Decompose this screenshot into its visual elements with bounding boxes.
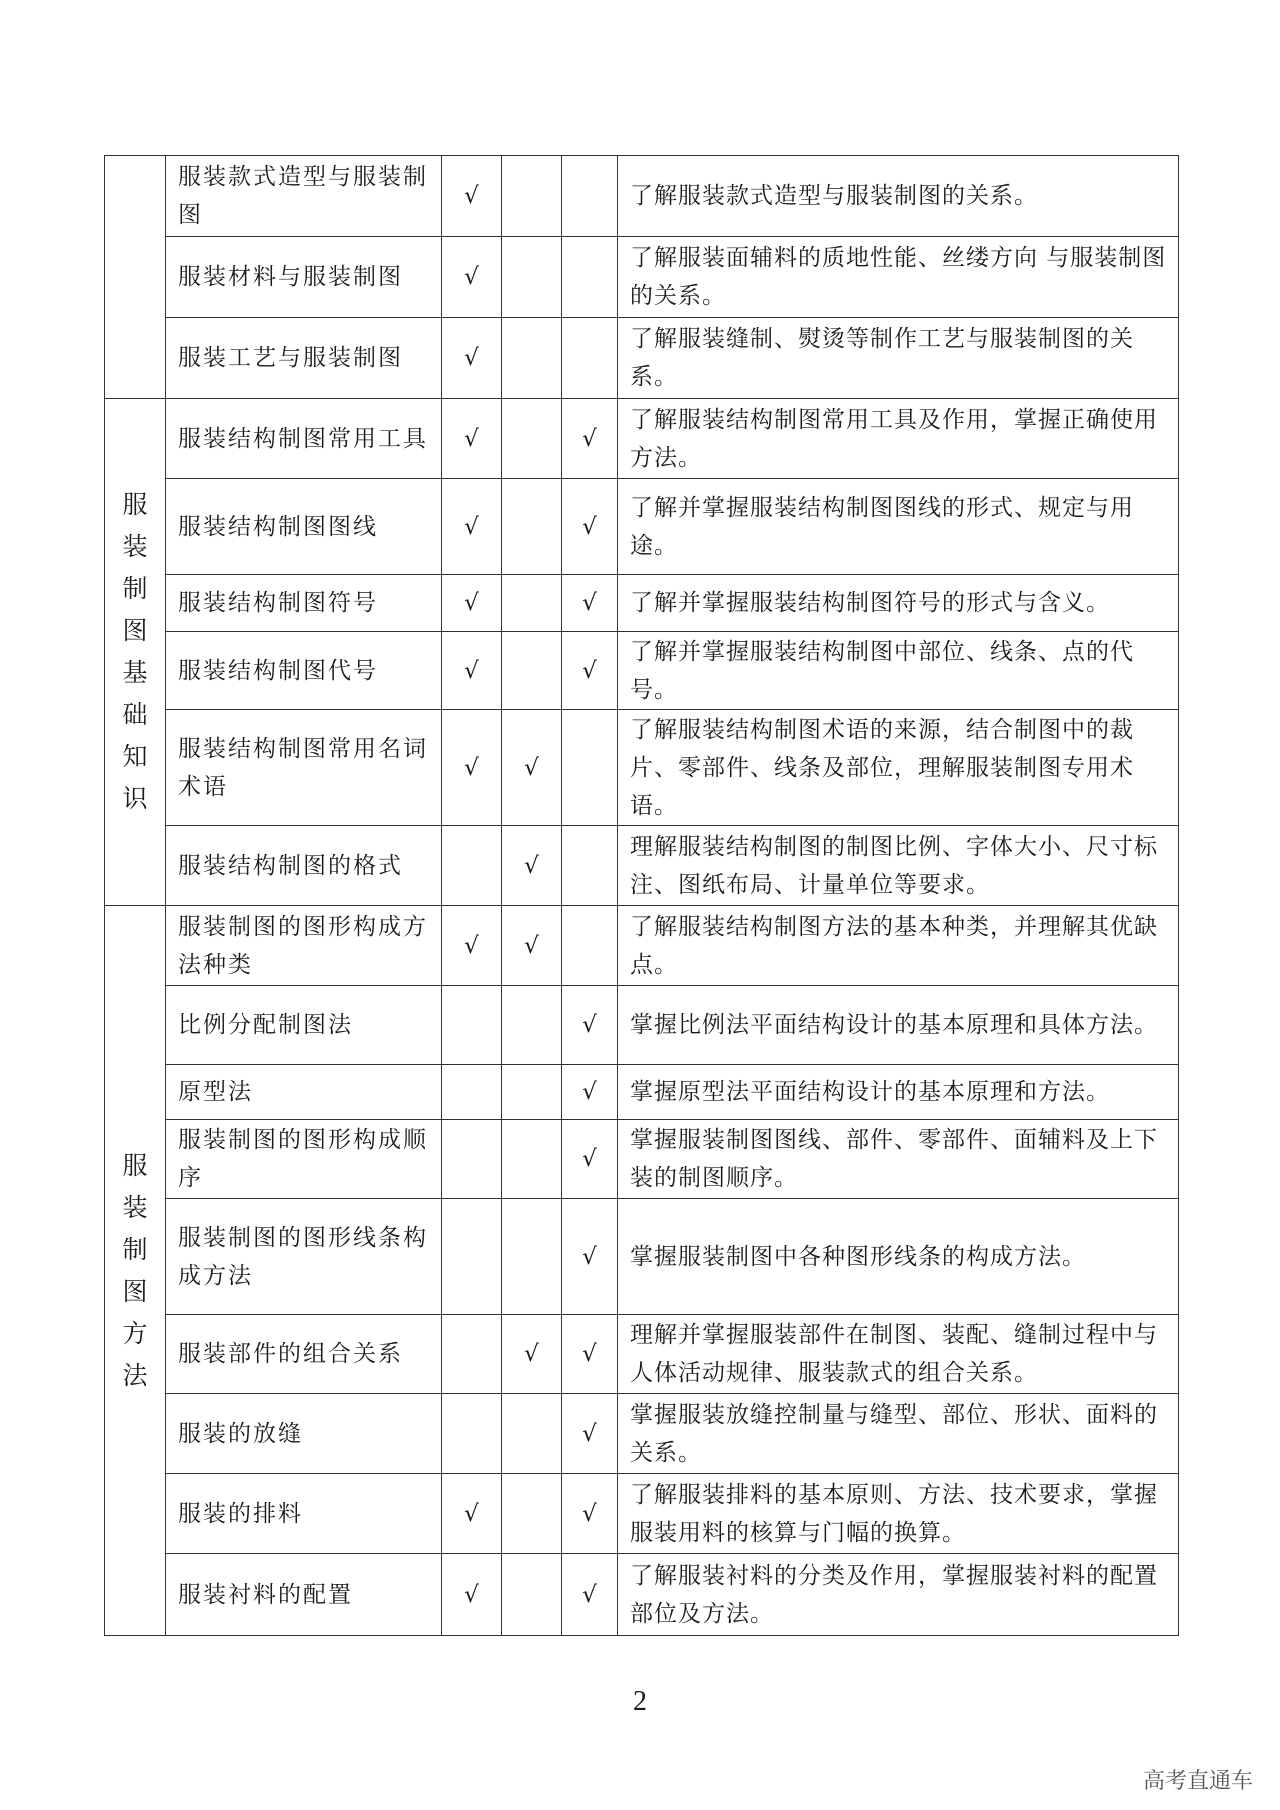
mark-cell	[502, 1199, 562, 1315]
mark-cell	[502, 986, 562, 1065]
mark-cell: √	[442, 479, 502, 575]
topic-cell: 服装制图的图形构成方法种类	[166, 906, 442, 986]
mark-cell	[442, 1394, 502, 1474]
category-label: 服装制图方法	[122, 1150, 148, 1390]
requirement-cell: 理解服装结构制图的制图比例、字体大小、尺寸标注、图纸布局、计量单位等要求。	[618, 826, 1179, 906]
topic-cell: 服装结构制图的格式	[166, 826, 442, 906]
mark-cell: √	[502, 1315, 562, 1394]
mark-cell: √	[562, 1065, 618, 1120]
mark-cell: √	[442, 1474, 502, 1554]
requirement-cell: 理解并掌握服装部件在制图、装配、缝制过程中与人体活动规律、服装款式的组合关系。	[618, 1315, 1179, 1394]
mark-cell: √	[502, 710, 562, 826]
mark-cell: √	[562, 1120, 618, 1199]
mark-cell: √	[502, 906, 562, 986]
mark-cell	[502, 632, 562, 710]
mark-cell	[562, 906, 618, 986]
requirement-cell: 了解服装缝制、熨烫等制作工艺与服装制图的关系。	[618, 318, 1179, 399]
mark-cell	[442, 1199, 502, 1315]
requirement-cell: 了解服装款式造型与服装制图的关系。	[618, 156, 1179, 237]
mark-cell	[562, 826, 618, 906]
requirement-cell: 了解服装结构制图常用工具及作用，掌握正确使用方法。	[618, 399, 1179, 479]
requirement-cell: 了解服装面辅料的质地性能、丝缕方向 与服装制图的关系。	[618, 237, 1179, 318]
table-row	[105, 906, 1179, 986]
mark-cell	[442, 1315, 502, 1394]
mark-cell: √	[562, 986, 618, 1065]
mark-cell	[562, 710, 618, 826]
table-row	[105, 1065, 1179, 1120]
requirement-cell: 掌握服装制图图线、部件、零部件、面辅料及上下装的制图顺序。	[618, 1120, 1179, 1199]
topic-cell: 原型法	[166, 1065, 442, 1120]
table-row	[105, 318, 1179, 399]
mark-cell	[502, 237, 562, 318]
watermark-text: 高考直通车	[1142, 1769, 1253, 1794]
mark-cell	[442, 986, 502, 1065]
mark-cell	[562, 156, 618, 237]
mark-cell: √	[442, 632, 502, 710]
topic-cell: 服装结构制图符号	[166, 575, 442, 632]
mark-cell	[442, 1065, 502, 1120]
table-row	[105, 156, 1179, 237]
table-row	[105, 1315, 1179, 1394]
topic-cell: 服装材料与服装制图	[166, 237, 442, 318]
requirement-cell: 掌握服装放缝控制量与缝型、部位、形状、面料的关系。	[618, 1394, 1179, 1474]
mark-cell: √	[442, 399, 502, 479]
mark-cell: √	[562, 1554, 618, 1636]
topic-cell: 比例分配制图法	[166, 986, 442, 1065]
mark-cell	[502, 1065, 562, 1120]
mark-cell: √	[502, 826, 562, 906]
table-row	[105, 237, 1179, 318]
mark-cell: √	[442, 156, 502, 237]
mark-cell	[502, 575, 562, 632]
table-row	[105, 1394, 1179, 1474]
table-row	[105, 710, 1179, 826]
mark-cell	[502, 1474, 562, 1554]
mark-cell: √	[562, 1315, 618, 1394]
table-row	[105, 1199, 1179, 1315]
mark-cell: √	[562, 1474, 618, 1554]
requirement-cell: 了解服装结构制图术语的来源，结合制图中的裁片、零部件、线条及部位，理解服装制图专用术语。	[618, 710, 1179, 826]
table-row	[105, 826, 1179, 906]
mark-cell: √	[442, 710, 502, 826]
mark-cell	[562, 318, 618, 399]
mark-cell: √	[442, 906, 502, 986]
table-row	[105, 632, 1179, 710]
mark-cell	[502, 399, 562, 479]
table-row	[105, 1474, 1179, 1554]
mark-cell	[502, 479, 562, 575]
requirement-cell: 掌握比例法平面结构设计的基本原理和具体方法。	[618, 986, 1179, 1065]
table-row	[105, 479, 1179, 575]
topic-cell: 服装衬料的配置	[166, 1554, 442, 1636]
mark-cell	[502, 318, 562, 399]
mark-cell: √	[562, 1199, 618, 1315]
requirement-cell: 了解服装排料的基本原则、方法、技术要求，掌握服装用料的核算与门幅的换算。	[618, 1474, 1179, 1554]
mark-cell	[442, 1120, 502, 1199]
table-row	[105, 986, 1179, 1065]
requirement-cell: 掌握原型法平面结构设计的基本原理和方法。	[618, 1065, 1179, 1120]
topic-cell: 服装结构制图代号	[166, 632, 442, 710]
table-row	[105, 399, 1179, 479]
category-label: 服装制图基础知识	[122, 490, 148, 813]
mark-cell: √	[562, 632, 618, 710]
syllabus-table	[104, 155, 1179, 1636]
requirement-cell: 了解并掌握服装结构制图符号的形式与含义。	[618, 575, 1179, 632]
category-cell	[105, 156, 166, 399]
requirement-cell: 了解服装衬料的分类及作用，掌握服装衬料的配置部位及方法。	[618, 1554, 1179, 1636]
mark-cell	[502, 156, 562, 237]
mark-cell	[502, 1554, 562, 1636]
topic-cell: 服装制图的图形构成顺序	[166, 1120, 442, 1199]
topic-cell: 服装的排料	[166, 1474, 442, 1554]
mark-cell: √	[562, 479, 618, 575]
mark-cell: √	[562, 399, 618, 479]
topic-cell: 服装部件的组合关系	[166, 1315, 442, 1394]
mark-cell	[502, 1394, 562, 1474]
category-cell	[105, 399, 166, 906]
category-cell	[105, 906, 166, 1636]
topic-cell: 服装工艺与服装制图	[166, 318, 442, 399]
topic-cell: 服装结构制图常用工具	[166, 399, 442, 479]
requirement-cell: 掌握服装制图中各种图形线条的构成方法。	[618, 1199, 1179, 1315]
mark-cell: √	[562, 1394, 618, 1474]
requirement-cell: 了解服装结构制图方法的基本种类，并理解其优缺点。	[618, 906, 1179, 986]
table-row	[105, 1554, 1179, 1636]
mark-cell: √	[442, 575, 502, 632]
mark-cell: √	[442, 318, 502, 399]
mark-cell: √	[562, 575, 618, 632]
mark-cell: √	[442, 1554, 502, 1636]
table-row	[105, 575, 1179, 632]
mark-cell	[502, 1120, 562, 1199]
topic-cell: 服装的放缝	[166, 1394, 442, 1474]
page-number: 2	[633, 1686, 647, 1717]
mark-cell: √	[442, 237, 502, 318]
requirement-cell: 了解并掌握服装结构制图中部位、线条、点的代号。	[618, 632, 1179, 710]
mark-cell	[442, 826, 502, 906]
table-row	[105, 1120, 1179, 1199]
topic-cell: 服装结构制图常用名词术语	[166, 710, 442, 826]
requirement-cell: 了解并掌握服装结构制图图线的形式、规定与用途。	[618, 479, 1179, 575]
mark-cell	[562, 237, 618, 318]
topic-cell: 服装制图的图形线条构成方法	[166, 1199, 442, 1315]
topic-cell: 服装结构制图图线	[166, 479, 442, 575]
topic-cell: 服装款式造型与服装制图	[166, 156, 442, 237]
